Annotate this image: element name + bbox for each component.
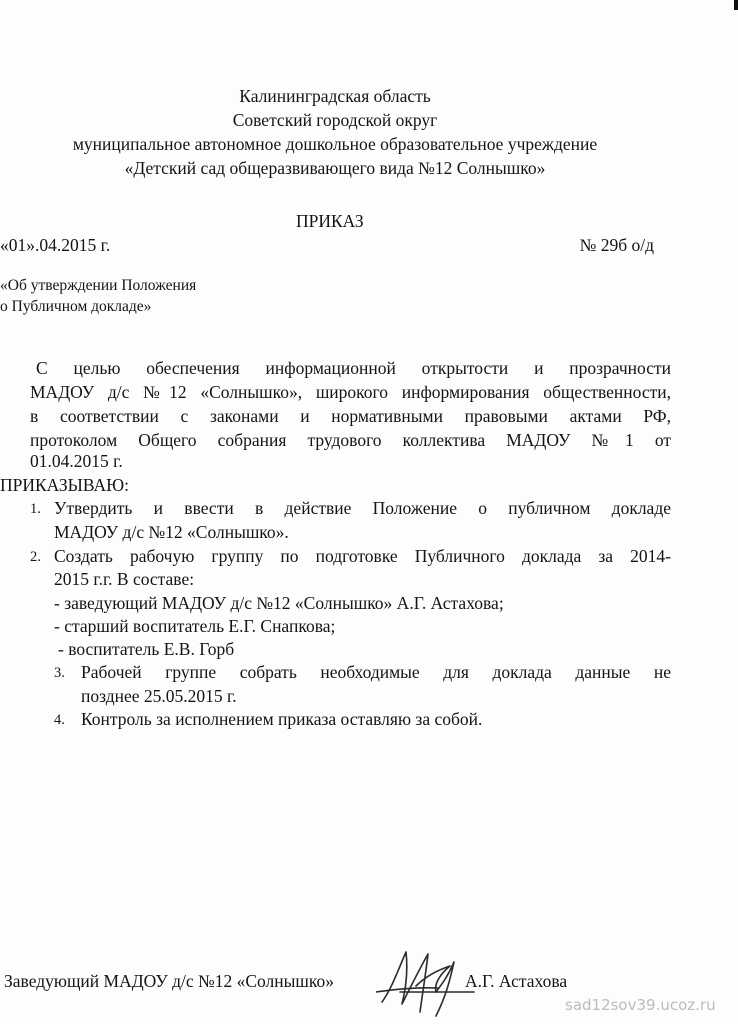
- order-title: ПРИКАЗ: [296, 211, 364, 231]
- preamble-line-4: протоколом Общего собрания трудового коллектива МАДОУ №1 от: [30, 430, 671, 450]
- watermark: sad12sov39.ucoz.ru: [565, 996, 716, 1014]
- order-date: «01».04.2015 г.: [0, 235, 111, 255]
- scan-corner-mark: [734, 0, 738, 10]
- list-item-3-line-2: позднее 25.05.2015 г.: [81, 686, 237, 706]
- header-institution: муниципальное автономное дошкольное образовательное учреждение: [72, 134, 598, 154]
- preamble-line-2: МАДОУ д/с №12 «Солнышко», широкого информирования общественности,: [30, 382, 671, 402]
- preamble-line-1: С целью обеспечения информационной открытости и прозрачности: [36, 358, 671, 378]
- member-line-1: - заведующий МАДОУ д/с №12 «Солнышко» А.Г. Астахова;: [54, 593, 504, 613]
- preamble-line-5: 01.04.2015 г.: [30, 451, 123, 471]
- list-item-number: 3.: [54, 665, 65, 681]
- directive: ПРИКАЗЫВАЮ:: [0, 475, 129, 495]
- handwritten-signature: [376, 940, 476, 1018]
- list-item-number: 4.: [54, 712, 65, 728]
- signature-position: Заведующий МАДОУ д/с №12 «Солнышко»: [4, 971, 334, 991]
- header-district: Советский городской округ: [232, 110, 438, 130]
- preamble-line-3: в соответствии с законами и нормативными правовыми актами РФ,: [30, 406, 671, 426]
- list-item-2-line-1: Создать рабочую группу по подготовке Публичного доклада за 2014-: [54, 546, 671, 566]
- list-item-1-line-1: Утвердить и ввести в действие Положение о публичном докладе: [54, 498, 671, 518]
- subject-line-1: «Об утверждении Положения: [0, 277, 197, 294]
- header-name: «Детский сад общеразвивающего вида №12 Солнышко»: [124, 158, 546, 178]
- member-line-3: - воспитатель Е.В. Горб: [58, 639, 235, 659]
- list-item-3-line-1: Рабочей группе собрать необходимые для доклада данные не: [81, 662, 671, 682]
- list-item-2-line-2: 2015 г.г. В составе:: [54, 569, 195, 589]
- order-number: № 29б о/д: [579, 235, 654, 255]
- header-region: Калининградская область: [239, 86, 431, 106]
- subject-line-2: о Публичном докладе»: [0, 298, 152, 315]
- list-item-1-line-2: МАДОУ д/с №12 «Солнышко».: [54, 522, 289, 542]
- list-item-number: 1.: [30, 501, 41, 517]
- list-item-4-line-1: Контроль за исполнением приказа оставляю за собой.: [81, 709, 483, 729]
- member-line-2: - старший воспитатель Е.Г. Снапкова;: [54, 616, 336, 636]
- list-item-number: 2.: [30, 549, 41, 565]
- signature-name: А.Г. Астахова: [465, 971, 568, 991]
